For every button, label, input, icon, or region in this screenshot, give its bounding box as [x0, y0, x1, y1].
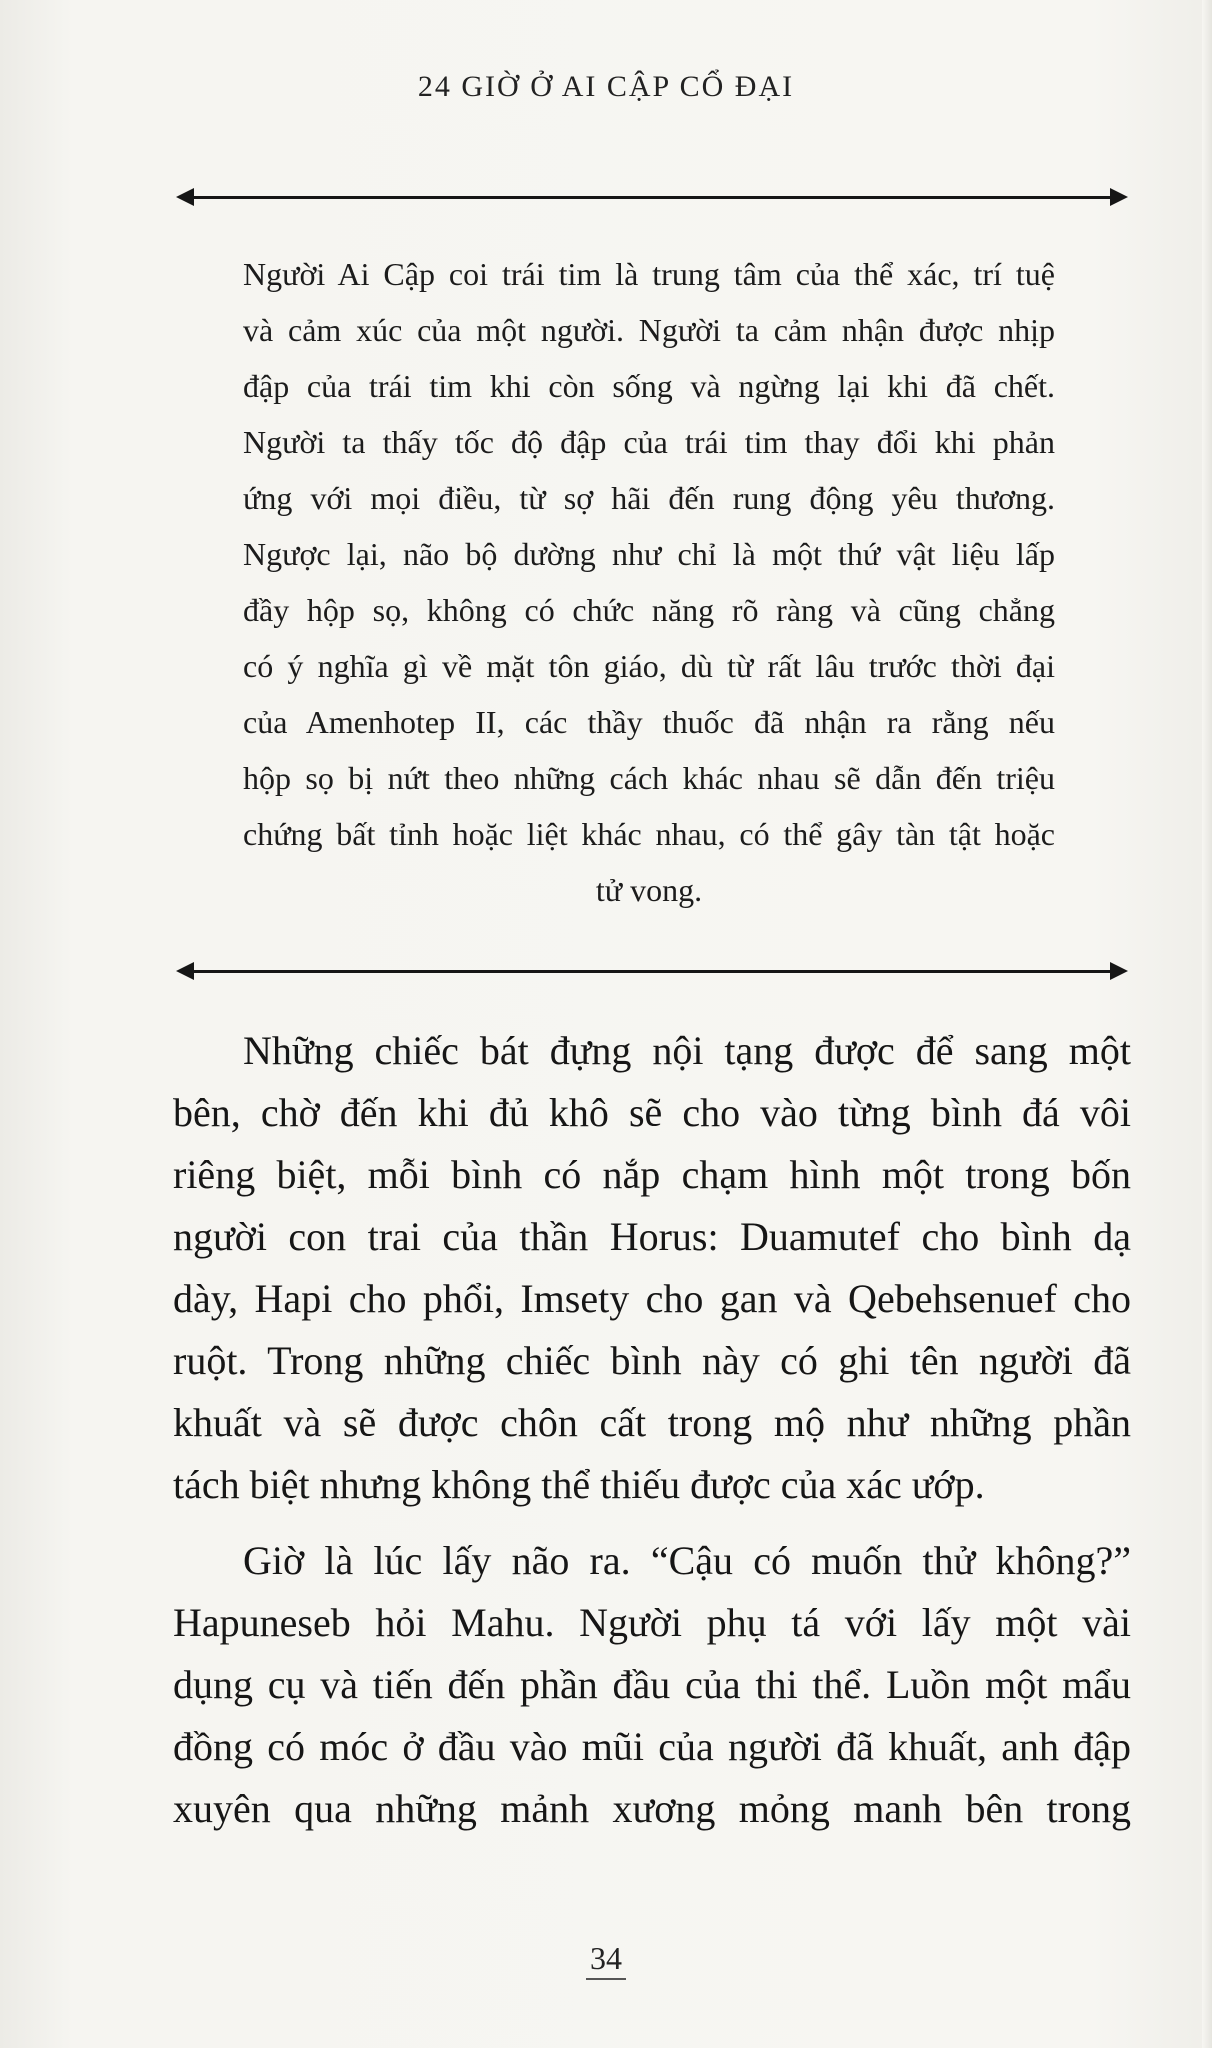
sidebar-line: có ý nghĩa gì về mặt tôn giáo, dù từ rất lâu trước thời đại	[243, 648, 1055, 684]
arrow-left-icon	[176, 188, 194, 206]
body-line: Những chiếc bát đựng nội tạng được để sang một	[243, 1028, 1131, 1073]
sidebar-line: đập của trái tim khi còn sống và ngừng lại khi đã chết.	[243, 368, 1055, 404]
main-text	[173, 1020, 1131, 1854]
sidebar-line: đầy hộp sọ, không có chức năng rõ ràng và cũng chẳng	[243, 592, 1055, 628]
body-line: xuyên qua những mảnh xương mỏng manh bên trong	[173, 1786, 1131, 1831]
body-line: tách biệt nhưng không thể thiếu được của xác ướp.	[173, 1462, 985, 1507]
running-header: 24 GIỜ Ở AI CẬP CỔ ĐẠI	[417, 70, 795, 103]
sidebar-top-rule	[190, 196, 1114, 199]
arrow-right-icon	[1110, 188, 1128, 206]
page-number-text: 34	[586, 1940, 626, 1980]
body-paragraph	[173, 1530, 1131, 1840]
sidebar-box	[243, 246, 1055, 918]
body-line: dụng cụ và tiến đến phần đầu của thi thể. Luồn một mẩu	[173, 1662, 1131, 1707]
sidebar-line: tử vong.	[595, 872, 703, 908]
body-line: dày, Hapi cho phổi, Imsety cho gan và Qebehsenuef cho	[173, 1276, 1131, 1321]
body-line: ruột. Trong những chiếc bình này có ghi tên người đã	[173, 1338, 1131, 1383]
sidebar-bottom-rule	[190, 970, 1114, 973]
sidebar-line: và cảm xúc của một người. Người ta cảm nhận được nhịp	[243, 312, 1055, 348]
sidebar-line: Người Ai Cập coi trái tim là trung tâm của thể xác, trí tuệ	[243, 256, 1055, 292]
body-paragraph	[173, 1020, 1131, 1516]
body-line: bên, chờ đến khi đủ khô sẽ cho vào từng bình đá vôi	[173, 1090, 1131, 1135]
body-line: Giờ là lúc lấy não ra. “Cậu có muốn thử không?”	[243, 1538, 1131, 1583]
sidebar-line: hộp sọ bị nứt theo những cách khác nhau sẽ dẫn đến triệu	[243, 760, 1055, 796]
sidebar-line: Người ta thấy tốc độ đập của trái tim thay đổi khi phản	[243, 424, 1055, 460]
sidebar-line: của Amenhotep II, các thầy thuốc đã nhận ra rằng nếu	[243, 704, 1055, 740]
body-line: Hapuneseb hỏi Mahu. Người phụ tá với lấy một vài	[173, 1600, 1131, 1645]
arrow-right-icon	[1110, 962, 1128, 980]
sidebar-line: ứng với mọi điều, từ sợ hãi đến rung động yêu thương.	[243, 480, 1055, 516]
body-line: khuất và sẽ được chôn cất trong mộ như những phần	[173, 1400, 1131, 1445]
sidebar-paragraph	[243, 246, 1055, 918]
body-line: người con trai của thần Horus: Duamutef cho bình dạ	[173, 1214, 1131, 1259]
body-line: riêng biệt, mỗi bình có nắp chạm hình một trong bốn	[173, 1152, 1131, 1197]
arrow-left-icon	[176, 962, 194, 980]
sidebar-line: chứng bất tỉnh hoặc liệt khác nhau, có thể gây tàn tật hoặc	[243, 816, 1055, 852]
page-number	[0, 1940, 1212, 1977]
body-line: đồng có móc ở đầu vào mũi của người đã khuất, anh đập	[173, 1724, 1131, 1769]
sidebar-line: Ngược lại, não bộ dường như chỉ là một thứ vật liệu lấp	[243, 536, 1055, 572]
page-edge-shadow	[1202, 0, 1212, 2048]
